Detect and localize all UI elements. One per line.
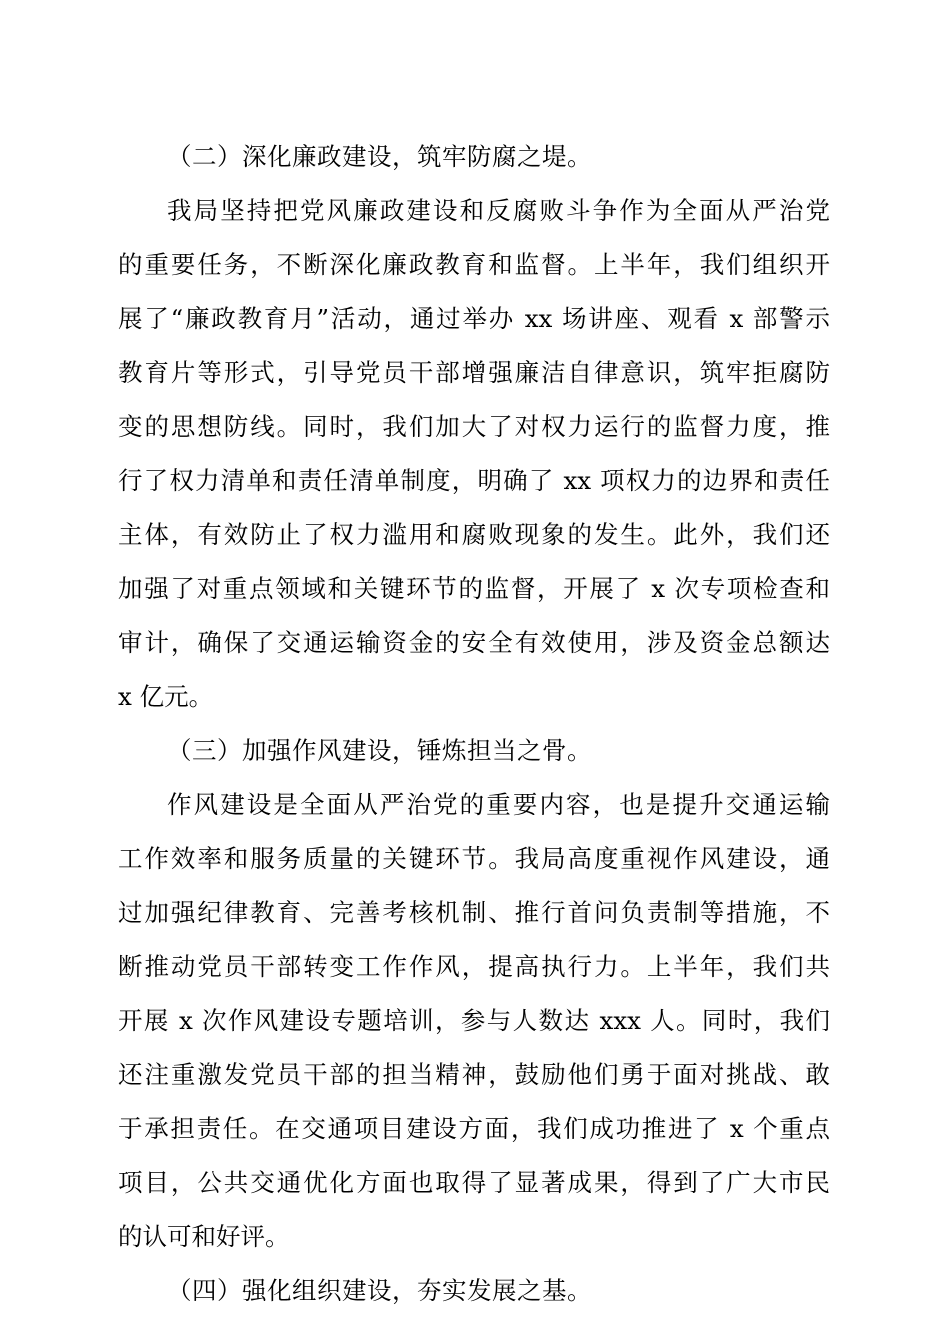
paragraph-line: 工作效率和服务质量的关键环节。我局高度重视作风建设，通 [118, 844, 830, 873]
section-heading-2: （二）深化廉政建设，筑牢防腐之堤。 [167, 142, 592, 171]
paragraph-line: 加强了对重点领域和关键环节的监督，开展了 x 次专项检查和 [118, 574, 830, 603]
paragraph-line: 作风建设是全面从严治党的重要内容，也是提升交通运输 [167, 790, 830, 819]
paragraph-line: 审计，确保了交通运输资金的安全有效使用，涉及资金总额达 [118, 628, 830, 657]
paragraph-line: 主体，有效防止了权力滥用和腐败现象的发生。此外，我们还 [118, 520, 830, 549]
paragraph-integrity [118, 184, 830, 724]
paragraph-line: 变的思想防线。同时，我们加大了对权力运行的监督力度，推 [118, 412, 830, 441]
document-page [118, 130, 830, 1318]
paragraph-line: 的重要任务，不断深化廉政教育和监督。上半年，我们组织开 [118, 250, 830, 279]
paragraph-line: 断推动党员干部转变工作作风，提高执行力。上半年，我们共 [118, 952, 830, 981]
paragraph-line: 还注重激发党员干部的担当精神，鼓励他们勇于面对挑战、敢 [118, 1060, 830, 1089]
paragraph-line: 过加强纪律教育、完善考核机制、推行首问负责制等措施，不 [118, 898, 830, 927]
section-heading-4: （四）强化组织建设，夯实发展之基。 [167, 1276, 592, 1305]
section-heading-3: （三）加强作风建设，锤炼担当之骨。 [167, 736, 592, 765]
paragraph-line: 项目，公共交通优化方面也取得了显著成果，得到了广大市民 [118, 1168, 830, 1197]
paragraph-line: 教育片等形式，引导党员干部增强廉洁自律意识，筑牢拒腐防 [118, 358, 830, 387]
paragraph-line: 我局坚持把党风廉政建设和反腐败斗争作为全面从严治党 [167, 196, 830, 225]
paragraph-line-last: x 亿元。 [118, 682, 214, 711]
paragraph-line-last: 的认可和好评。 [118, 1222, 290, 1251]
paragraph-line: 展了“廉政教育月”活动，通过举办 xx 场讲座、观看 x 部警示 [118, 304, 830, 333]
paragraph-line: 于承担责任。在交通项目建设方面，我们成功推进了 x 个重点 [118, 1114, 830, 1143]
paragraph-line: 开展 x 次作风建设专题培训，参与人数达 xxx 人。同时，我们 [118, 1006, 830, 1035]
paragraph-line: 行了权力清单和责任清单制度，明确了 xx 项权力的边界和责任 [118, 466, 830, 495]
paragraph-work-style [118, 778, 830, 1264]
